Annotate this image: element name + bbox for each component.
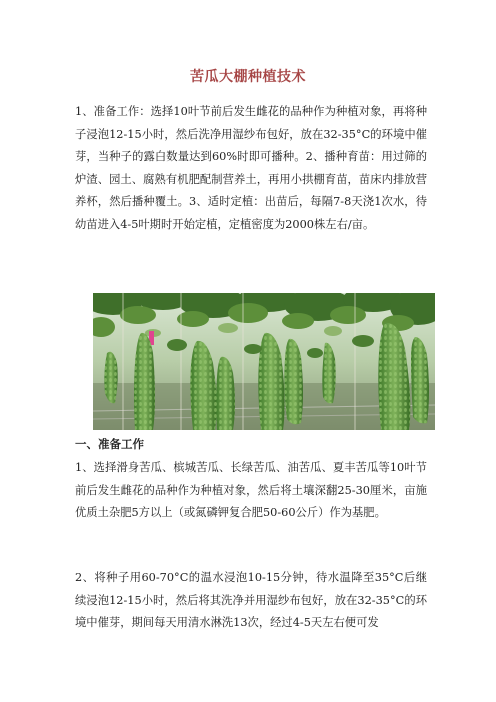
section-paragraph-1: 1、选择滑身苦瓜、槟城苦瓜、长绿苦瓜、油苦瓜、夏丰苦瓜等10叶节前后发生雌花的品种作为种植对象，然后将土壤深翻25-30厘米，亩施优质土杂肥5方以上（或氮磷钾复合肥50-60公斤）作为基肥。 [75,461,427,519]
section-paragraph-2: 2、将种子用60-70°C的温水浸泡10-15分钟，待水温降至35°C后继续浸泡12-15小时，然后将其洗净并用湿纱布包好，放在32-35°C的环境中催芽，期间每天用清水淋洗13次，经过4-5天左右便可发 [75,571,427,629]
bitter-melon-photo [93,293,435,430]
document-title: 苦瓜大棚种植技术 [190,69,306,85]
intro-paragraph: 1、准备工作：选择10叶节前后发生雌花的品种作为种植对象，再将种子浸泡12-15小时，然后洗净用湿纱布包好，放在32-35°C的环境中催芽，当种子的露白数量达到60%时即可播种。2、播种育苗：用过筛的炉渣、园土、腐熟有机肥配制营养土，再用小拱棚育苗，苗床内排放营养杯，然后播种覆土。3、适时定植：出苗后，每隔7-8天浇1次水，待幼苗进入4-5叶期时开始定植，定植密度为2000株左右/亩。 [75,105,427,231]
section-heading-preparation: 一、准备工作 [75,437,144,451]
